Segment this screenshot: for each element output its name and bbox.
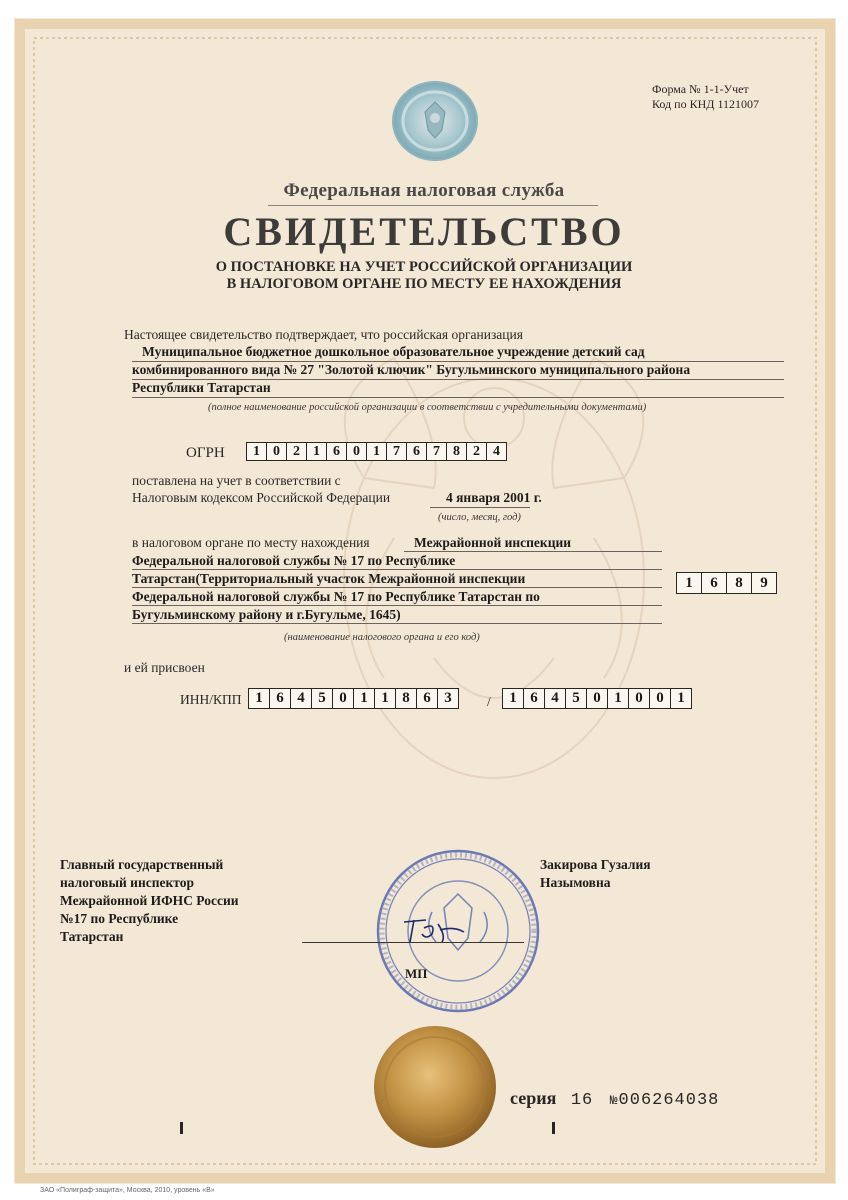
ogrn-digit: 1 <box>307 443 327 460</box>
form-number: Форма № 1-1-Учет <box>652 82 749 96</box>
inn-kpp-label: ИНН/КПП <box>180 692 242 707</box>
kpp-digit: 0 <box>629 689 650 708</box>
inn-digit: 6 <box>270 689 291 708</box>
signatory-title <box>60 856 239 946</box>
tax-authority-line-3: Татарстан(Территориальный участок Межрайонной инспекции <box>132 571 526 586</box>
ogrn-digit: 2 <box>287 443 307 460</box>
kpp-digit: 1 <box>503 689 524 708</box>
kpp-digit: 4 <box>545 689 566 708</box>
date-note: (число, месяц, год) <box>438 512 521 523</box>
tax-authority-line-5: Бугульминскому району и г.Бугульме, 1645) <box>132 607 401 622</box>
inn-digit: 3 <box>444 690 452 706</box>
signatory-name <box>540 856 651 892</box>
document-subtitle <box>0 259 848 293</box>
code-digit: 6 <box>702 573 727 593</box>
tax-authority-line-1: Межрайонной инспекции <box>414 535 572 550</box>
tax-authority-line-2: Федеральной налоговой службы № 17 по Республике <box>132 553 456 568</box>
inn-digit: 4 <box>291 689 312 708</box>
ogrn-digit: 4 <box>493 444 500 459</box>
tax-authority-line-4: Федеральной налоговой службы № 17 по Республике Татарстан по <box>132 589 540 604</box>
registered-line-1: поставлена на учет в соответствии с <box>132 473 341 488</box>
ogrn-digit: 7 <box>387 443 407 460</box>
ta-rule-3 <box>132 587 662 588</box>
date-rule <box>430 507 530 508</box>
signatory-title-line-3: Межрайонной ИФНС России <box>60 893 239 908</box>
ta-rule-4 <box>132 605 662 606</box>
cut-mark-right <box>552 1122 555 1134</box>
org-line-3-rule <box>132 397 784 398</box>
agency-underline <box>268 205 598 206</box>
inn-digit: 0 <box>333 689 354 708</box>
stamp-place-label: МП <box>405 966 428 981</box>
code-digit: 1 <box>677 573 702 593</box>
code-digit: 9 <box>760 575 768 591</box>
tax-authority-code-cells <box>676 572 777 594</box>
serial-number: 006264038 <box>618 1091 720 1110</box>
signatory-title-line-4: №17 по Республике <box>60 911 179 926</box>
ogrn-digit: 2 <box>467 443 487 460</box>
registration-date: 4 января 2001 г. <box>446 490 542 505</box>
inn-digit: 6 <box>417 689 438 708</box>
subtitle-line-1: О ПОСТАНОВКЕ НА УЧЕТ РОССИЙСКОЙ ОРГАНИЗАЦИИ <box>215 259 633 275</box>
kpp-digit: 6 <box>524 689 545 708</box>
org-name-line-3: Республики Татарстан <box>132 380 271 395</box>
signatory-name-line-2: Назымовна <box>540 875 611 890</box>
org-name-line-1: Муниципальное бюджетное дошкольное образовательное учреждение детский сад <box>142 344 645 359</box>
serial-label: серия <box>510 1088 557 1108</box>
org-name-note: (полное наименование российской организации в соответствии с учредительными документами) <box>208 402 647 413</box>
document-title: СВИДЕТЕЛЬСТВО <box>223 209 625 254</box>
knd-code: Код по КНД 1121007 <box>652 97 759 111</box>
serial-series: 16 <box>570 1091 594 1110</box>
signature <box>380 910 490 950</box>
ogrn-digit: 6 <box>327 443 347 460</box>
ogrn-digit: 1 <box>367 443 387 460</box>
signatory-title-line-5: Татарстан <box>60 929 124 944</box>
ta-rule-5 <box>132 623 662 624</box>
kpp-digit: 1 <box>608 689 629 708</box>
ogrn-cells <box>246 442 507 461</box>
agency-name: Федеральная налоговая служба <box>283 180 565 201</box>
inn-cells <box>248 688 459 709</box>
ogrn-digit: 6 <box>407 443 427 460</box>
inn-digit: 1 <box>375 689 396 708</box>
inn-kpp-separator: / <box>487 694 491 709</box>
tax-authority-note: (наименование налогового органа и его код) <box>284 632 480 643</box>
assigned-text: и ей присвоен <box>124 660 205 675</box>
inn-digit: 8 <box>396 689 417 708</box>
intro-text: Настоящее свидетельство подтверждает, что российская организация <box>124 327 523 342</box>
printer-note: ЗАО «Полиграф-защита», Москва, 2010, уровень «В» <box>40 1187 215 1194</box>
registered-line-2: Налоговым кодексом Российской Федерации <box>132 490 391 505</box>
inn-digit: 1 <box>354 689 375 708</box>
code-digit: 8 <box>727 573 752 593</box>
cut-mark-left <box>180 1122 183 1134</box>
gold-seal <box>372 1024 498 1150</box>
ogrn-label: ОГРН <box>186 445 225 461</box>
ogrn-digit: 0 <box>267 443 287 460</box>
signatory-name-line-1: Закирова Гузалия <box>540 857 651 872</box>
kpp-cells <box>502 688 692 709</box>
serial-block <box>510 1088 719 1110</box>
kpp-digit: 0 <box>650 689 671 708</box>
org-name-line-2: комбинированного вида № 27 "Золотой ключик" Бугульминского муниципального района <box>132 362 691 377</box>
ogrn-digit: 7 <box>427 443 447 460</box>
signatory-title-line-1: Главный государственный <box>60 857 224 872</box>
tax-authority-intro: в налоговом органе по месту нахождения <box>132 535 370 550</box>
kpp-digit: 5 <box>566 689 587 708</box>
kpp-digit: 1 <box>677 690 685 706</box>
kpp-digit: 0 <box>587 689 608 708</box>
signature-rule <box>302 942 524 943</box>
ogrn-digit: 8 <box>447 443 467 460</box>
ogrn-digit: 1 <box>247 443 267 460</box>
hologram-emblem <box>390 80 480 162</box>
serial-number-prefix: № <box>609 1093 619 1108</box>
subtitle-line-2: В НАЛОГОВОМ ОРГАНЕ ПО МЕСТУ ЕЕ НАХОЖДЕНИЯ <box>226 276 622 292</box>
signatory-title-line-2: налоговый инспектор <box>60 875 194 890</box>
ta-rule-2 <box>132 569 662 570</box>
ta-rule-1 <box>404 551 662 552</box>
ogrn-digit: 0 <box>347 443 367 460</box>
inn-digit: 5 <box>312 689 333 708</box>
form-info <box>652 82 759 112</box>
inn-digit: 1 <box>249 689 270 708</box>
